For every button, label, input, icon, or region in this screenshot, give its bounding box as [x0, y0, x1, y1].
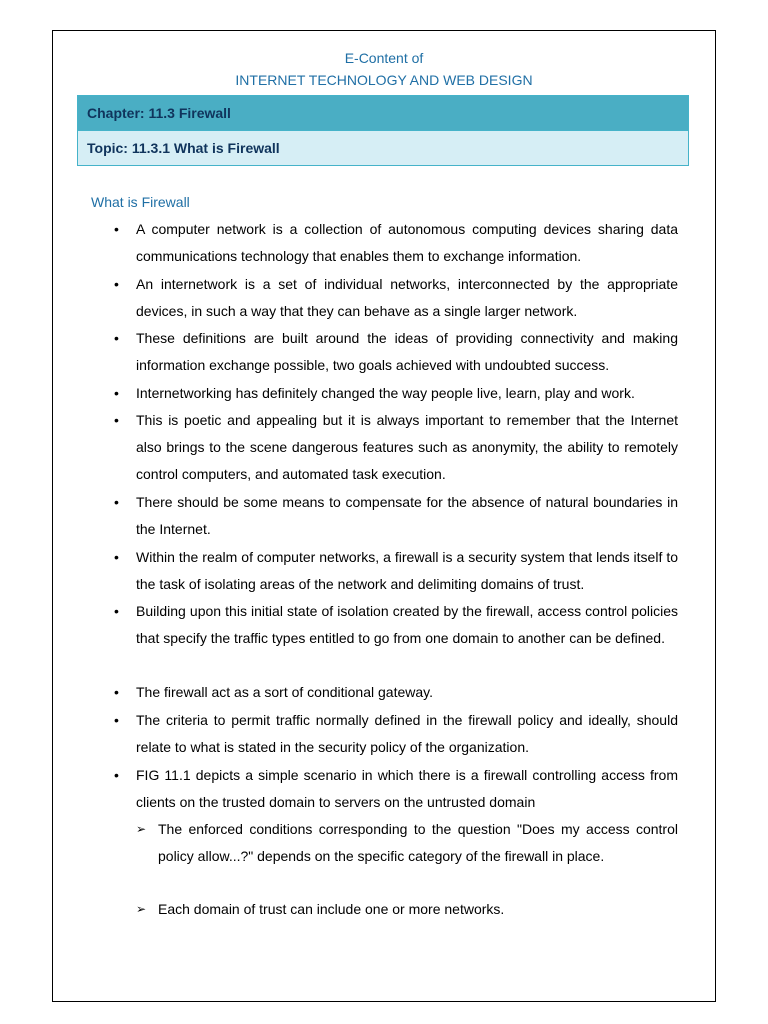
- sub-list-item: The enforced conditions corresponding to the question "Does my access control policy allow...?" depends on the specific category of the firewall in place.: [158, 821, 678, 864]
- topic-band: Topic: 11.3.1 What is Firewall: [77, 131, 689, 166]
- list-item: The firewall act as a sort of conditional gateway.: [136, 684, 434, 700]
- section-title: What is Firewall: [91, 194, 190, 210]
- list-item: Within the realm of computer networks, a firewall is a security system that lends itself to the task of isolating areas of the network and delimiting domains of trust.: [136, 549, 678, 592]
- sub-list-item: Each domain of trust can include one or more networks.: [158, 901, 505, 917]
- bullet-marker: •: [114, 412, 119, 428]
- list-item: There should be some means to compensate for the absence of natural boundaries in the Internet.: [136, 494, 678, 537]
- list-item: Internetworking has definitely changed the way people live, learn, play and work.: [136, 385, 635, 401]
- bullet-marker: •: [114, 221, 119, 237]
- header-line-2: INTERNET TECHNOLOGY AND WEB DESIGN: [235, 72, 533, 88]
- bullet-marker: •: [114, 767, 119, 783]
- list-item: An internetwork is a set of individual networks, interconnected by the appropriate devices, in such a way that they can behave as a single larger network.: [136, 276, 678, 319]
- bullet-marker: •: [114, 494, 119, 510]
- list-item: The criteria to permit traffic normally defined in the firewall policy and ideally, should relate to what is stated in the security policy of the organization.: [136, 712, 678, 755]
- list-item: These definitions are built around the ideas of providing connectivity and making information exchange possible, two goals achieved with undoubted success.: [136, 330, 678, 373]
- list-item: This is poetic and appealing but it is always important to remember that the Internet also brings to the scene dangerous features such as anonymity, the ability to remotely control computers, and automated task execution.: [136, 412, 678, 482]
- bullet-marker: •: [114, 276, 119, 292]
- sub-bullet-marker: ➢: [136, 902, 147, 916]
- sub-bullet-marker: ➢: [136, 822, 147, 836]
- chapter-band: Chapter: 11.3 Firewall: [77, 95, 689, 131]
- list-item: A computer network is a collection of autonomous computing devices sharing data communications technology that enables them to exchange information.: [136, 221, 678, 264]
- bullet-marker: •: [114, 603, 119, 619]
- list-item: Building upon this initial state of isolation created by the firewall, access control policies that specify the traffic types entitled to go from one domain to another can be defined.: [136, 603, 678, 646]
- list-item: FIG 11.1 depicts a simple scenario in which there is a firewall controlling access from clients on the trusted domain to servers on the untrusted domain: [136, 767, 678, 810]
- bullet-marker: •: [114, 330, 119, 346]
- bullet-marker: •: [114, 385, 119, 401]
- header-line-1: E-Content of: [344, 50, 424, 66]
- bullet-marker: •: [114, 712, 119, 728]
- bullet-marker: •: [114, 684, 119, 700]
- bullet-marker: •: [114, 549, 119, 565]
